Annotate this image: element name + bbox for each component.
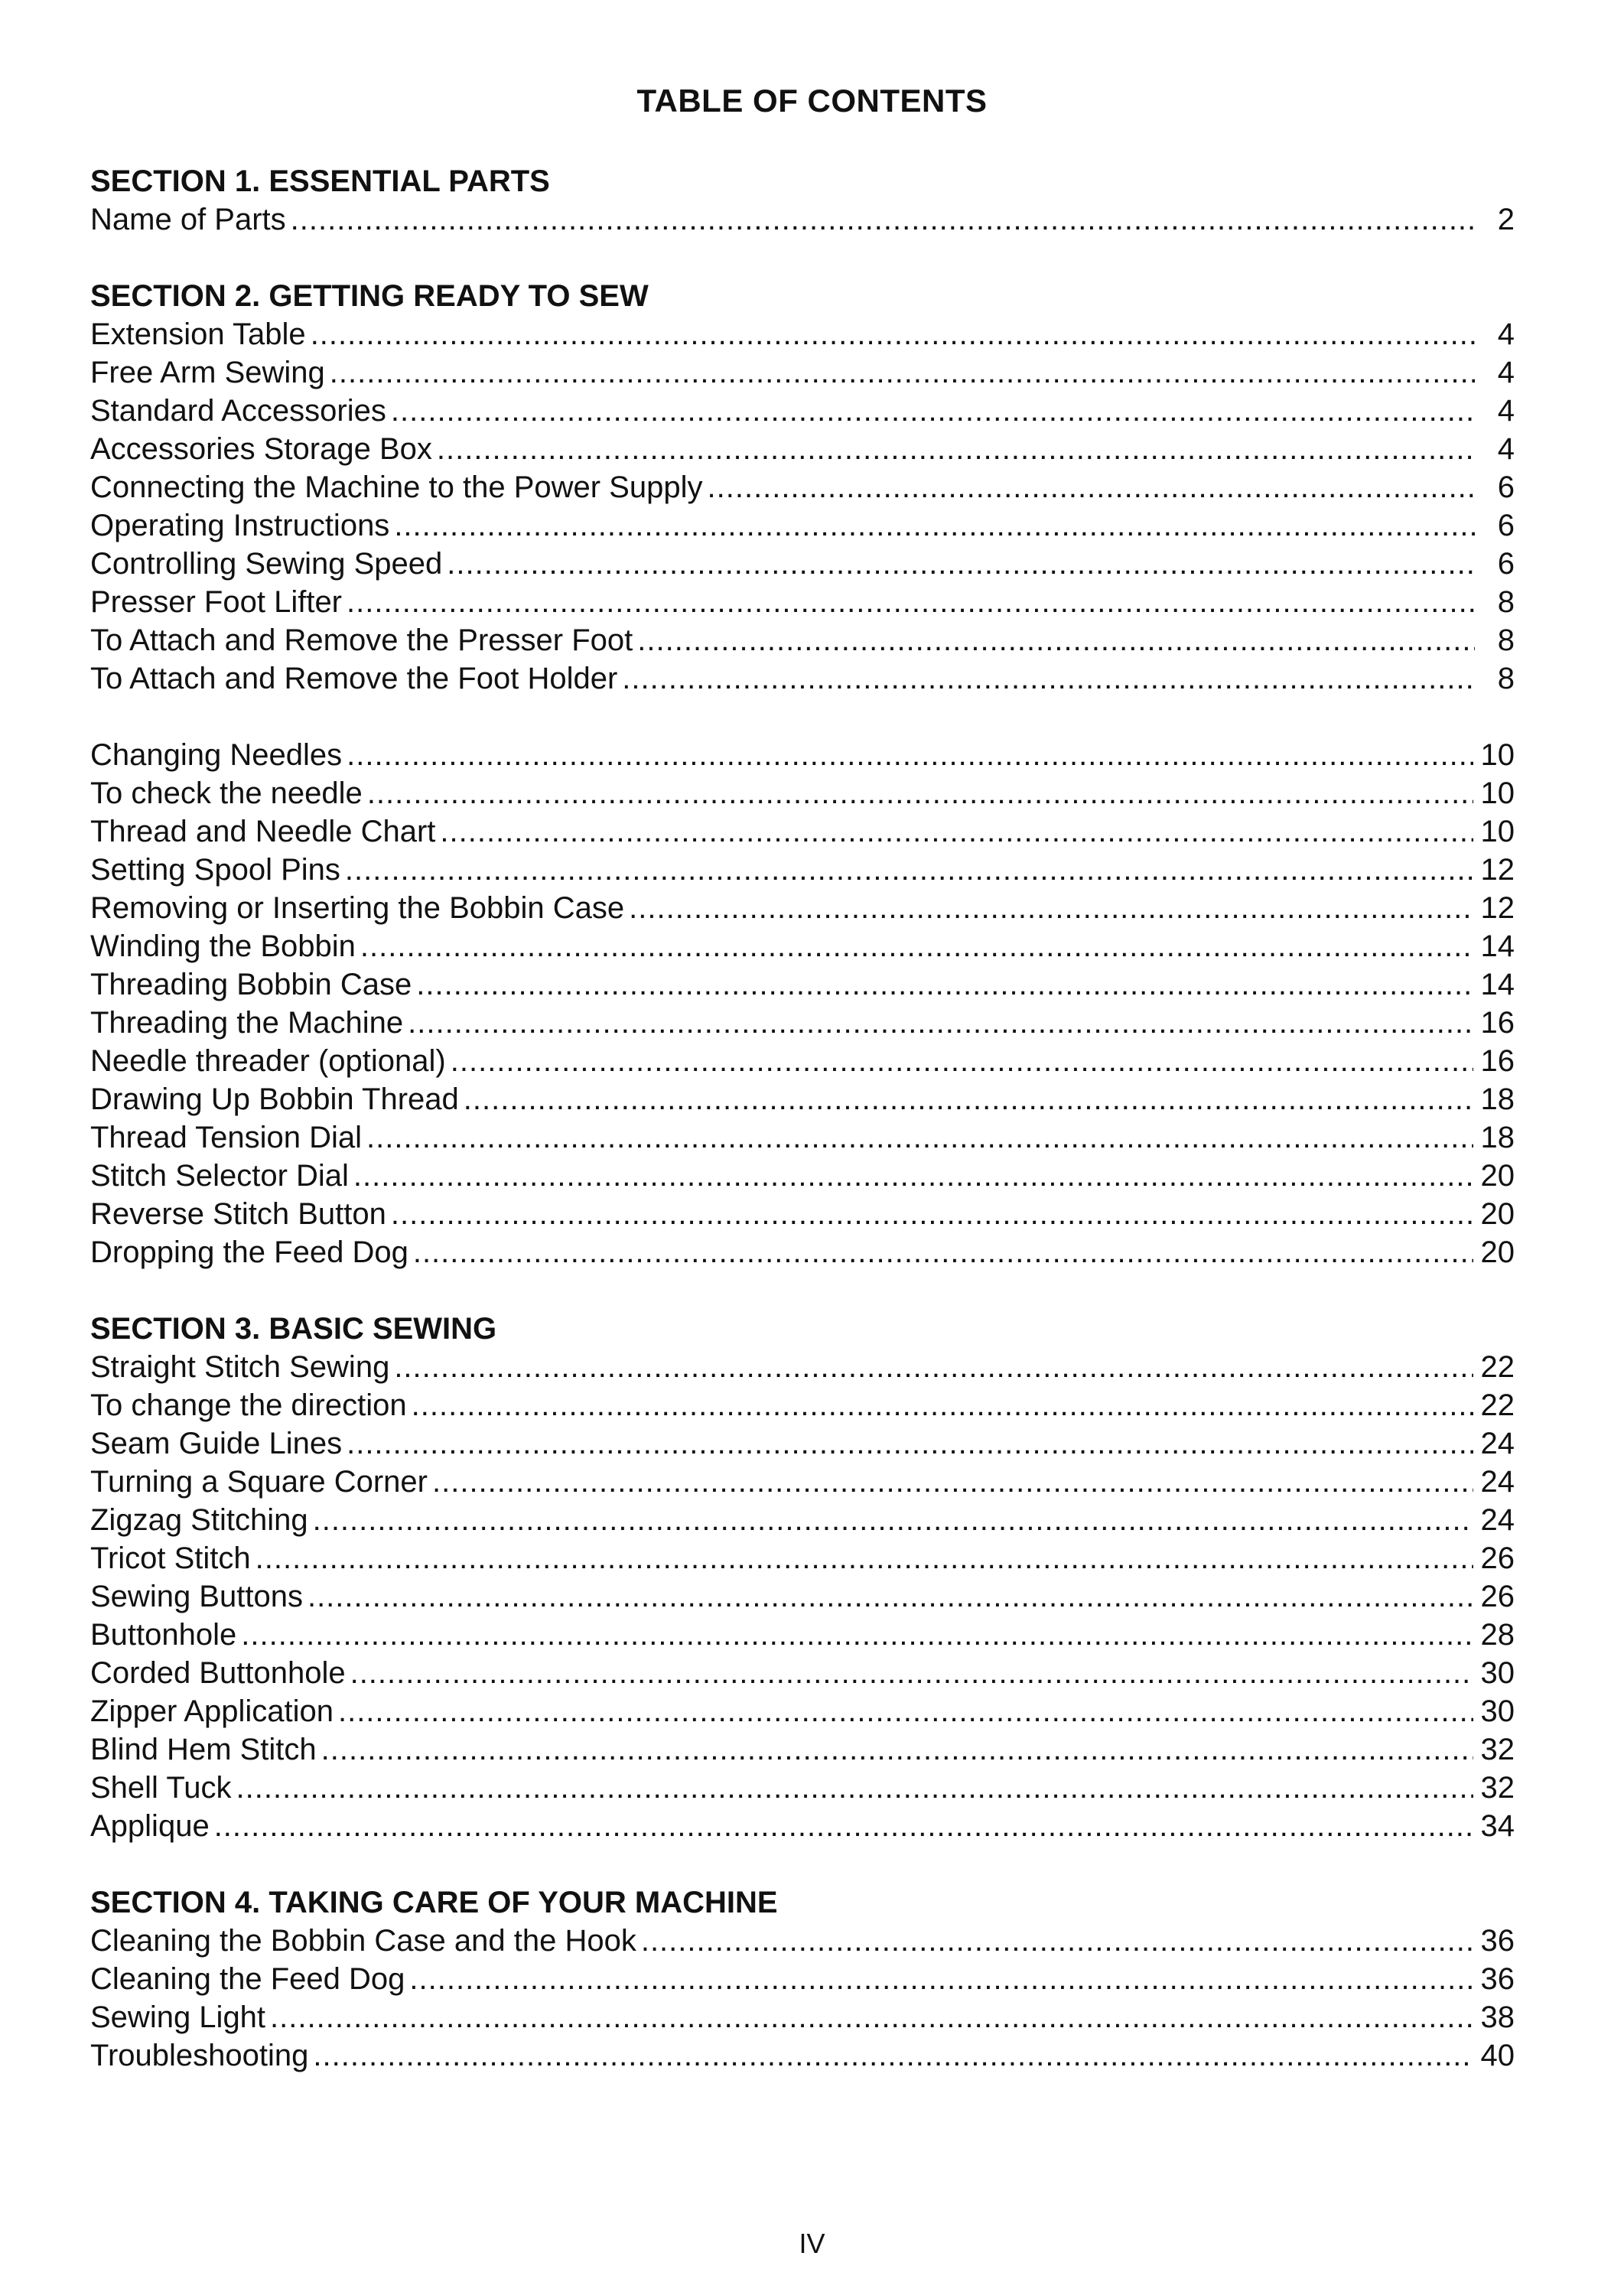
toc-entry-page: 24 — [1480, 1465, 1515, 1499]
toc-entry-title: Reverse Stitch Button — [90, 1197, 386, 1231]
section-heading: SECTION 1. ESSENTIAL PARTS — [90, 164, 550, 198]
toc-entry[interactable] — [90, 965, 1515, 1004]
dot-leader — [308, 1577, 1473, 1616]
toc-entry[interactable] — [90, 812, 1515, 851]
toc-entry-page: 20 — [1480, 1159, 1515, 1193]
section-spacer — [90, 1271, 1515, 1310]
toc-entry-page: 20 — [1480, 1197, 1515, 1231]
toc-entry[interactable] — [90, 1654, 1515, 1692]
toc-entry[interactable] — [90, 1386, 1515, 1424]
toc-entry-page: 16 — [1480, 1006, 1515, 1040]
dot-leader — [255, 1539, 1473, 1577]
dot-leader — [408, 1004, 1473, 1042]
toc-entry-page: 26 — [1480, 1580, 1515, 1613]
toc-entry[interactable] — [90, 1577, 1515, 1616]
toc-entry[interactable] — [90, 1042, 1515, 1080]
dot-leader — [360, 927, 1473, 965]
toc-entry[interactable] — [90, 1539, 1515, 1577]
dot-leader — [416, 965, 1473, 1004]
toc-entry-page: 34 — [1480, 1809, 1515, 1843]
toc-entry-page: 8 — [1497, 585, 1515, 619]
toc-entry-title: Thread Tension Dial — [90, 1121, 363, 1154]
dot-leader — [412, 1386, 1473, 1424]
toc-entry-page: 24 — [1480, 1503, 1515, 1537]
toc-section — [90, 736, 1515, 1271]
toc-entry[interactable] — [90, 1157, 1515, 1195]
toc-entry-title: Zipper Application — [90, 1694, 334, 1728]
dot-leader — [451, 1042, 1473, 1080]
page-number: IV — [799, 2228, 825, 2259]
dot-leader — [622, 659, 1475, 698]
dot-leader — [464, 1080, 1473, 1118]
toc-section — [90, 1310, 1515, 1845]
dot-leader — [241, 1616, 1473, 1654]
section-heading: SECTION 2. GETTING READY TO SEW — [90, 279, 649, 313]
toc-entry-page: 32 — [1480, 1771, 1515, 1805]
toc-section — [90, 162, 1515, 239]
toc-entry[interactable] — [90, 889, 1515, 927]
toc-entry[interactable] — [90, 1616, 1515, 1654]
toc-entry[interactable] — [90, 506, 1515, 545]
toc-entry-title: Connecting the Machine to the Power Supply — [90, 470, 703, 504]
toc-entry[interactable] — [90, 200, 1515, 239]
toc-entry-title: Sewing Light — [90, 2000, 266, 2034]
dot-leader — [629, 889, 1473, 927]
dot-leader — [637, 621, 1475, 659]
toc-entry-title: Cleaning the Feed Dog — [90, 1962, 405, 1996]
toc-entry-page: 32 — [1480, 1733, 1515, 1766]
table-of-contents — [90, 162, 1515, 2075]
dot-leader — [347, 1424, 1473, 1463]
toc-entry-page: 6 — [1497, 470, 1515, 504]
toc-entry-page: 14 — [1480, 968, 1515, 1001]
toc-entry-page: 28 — [1480, 1618, 1515, 1652]
toc-entry-page: 4 — [1497, 432, 1515, 466]
toc-entry[interactable] — [90, 1922, 1515, 1960]
dot-leader — [432, 1463, 1473, 1501]
toc-entry[interactable] — [90, 1501, 1515, 1539]
toc-entry[interactable] — [90, 659, 1515, 698]
toc-entry-page: 2 — [1497, 203, 1515, 236]
dot-leader — [367, 774, 1473, 812]
toc-entry-title: To Attach and Remove the Foot Holder — [90, 662, 618, 695]
toc-entry-title: Turning a Square Corner — [90, 1465, 428, 1499]
section-spacer — [90, 239, 1515, 277]
toc-entry[interactable] — [90, 1233, 1515, 1271]
toc-entry-title: Changing Needles — [90, 738, 343, 772]
toc-entry-title: Threading Bobbin Case — [90, 968, 412, 1001]
toc-entry-title: Needle threader (optional) — [90, 1044, 446, 1078]
toc-entry-title: To Attach and Remove the Presser Foot — [90, 623, 633, 657]
toc-entry-page: 10 — [1480, 738, 1515, 772]
dot-leader — [311, 315, 1475, 353]
toc-entry-page: 8 — [1497, 662, 1515, 695]
toc-entry-title: Free Arm Sewing — [90, 356, 325, 389]
toc-entry-title: To change the direction — [90, 1388, 407, 1422]
toc-entry-page: 30 — [1480, 1694, 1515, 1728]
toc-entry[interactable] — [90, 583, 1515, 621]
toc-section — [90, 277, 1515, 698]
toc-entry-page: 10 — [1480, 776, 1515, 810]
toc-entry[interactable] — [90, 927, 1515, 965]
dot-leader — [350, 1654, 1473, 1692]
toc-entry-page: 24 — [1480, 1427, 1515, 1460]
toc-entry-title: Setting Spool Pins — [90, 853, 340, 887]
toc-entry-page: 18 — [1480, 1082, 1515, 1116]
dot-leader — [413, 1233, 1473, 1271]
toc-entry[interactable] — [90, 2036, 1515, 2075]
toc-entry[interactable] — [90, 1730, 1515, 1769]
toc-entry-page: 36 — [1480, 1924, 1515, 1958]
section-spacer — [90, 698, 1515, 736]
toc-entry[interactable] — [90, 315, 1515, 353]
toc-entry[interactable] — [90, 1004, 1515, 1042]
dot-leader — [409, 1960, 1473, 1998]
toc-entry-title: Dropping the Feed Dog — [90, 1235, 408, 1269]
toc-entry[interactable] — [90, 1463, 1515, 1501]
dot-leader — [270, 1998, 1473, 2036]
section-spacer — [90, 1845, 1515, 1883]
dot-leader — [391, 392, 1475, 430]
toc-entry-page: 16 — [1480, 1044, 1515, 1078]
toc-entry-title: Removing or Inserting the Bobbin Case — [90, 891, 625, 925]
section-heading: SECTION 4. TAKING CARE OF YOUR MACHINE — [90, 1886, 778, 1919]
toc-entry[interactable] — [90, 1195, 1515, 1233]
dot-leader — [330, 353, 1475, 392]
toc-entry-page: 10 — [1480, 815, 1515, 848]
toc-entry-page: 4 — [1497, 356, 1515, 389]
dot-leader — [641, 1922, 1473, 1960]
dot-leader — [394, 506, 1475, 545]
dot-leader — [353, 1157, 1473, 1195]
toc-entry-title: Applique — [90, 1809, 210, 1843]
toc-entry-title: Zigzag Stitching — [90, 1503, 308, 1537]
section-heading: SECTION 3. BASIC SEWING — [90, 1312, 497, 1346]
toc-entry-page: 6 — [1497, 509, 1515, 542]
toc-entry-page: 30 — [1480, 1656, 1515, 1690]
toc-entry-title: Extension Table — [90, 317, 306, 351]
toc-entry-title: Thread and Needle Chart — [90, 815, 436, 848]
toc-entry[interactable] — [90, 774, 1515, 812]
toc-entry-title: Seam Guide Lines — [90, 1427, 343, 1460]
toc-entry-title: Cleaning the Bobbin Case and the Hook — [90, 1924, 636, 1958]
toc-entry-title: Buttonhole — [90, 1618, 237, 1652]
toc-entry[interactable] — [90, 1348, 1515, 1386]
dot-leader — [313, 1501, 1473, 1539]
dot-leader — [347, 583, 1475, 621]
toc-entry-title: Sewing Buttons — [90, 1580, 303, 1613]
toc-entry-page: 26 — [1480, 1541, 1515, 1575]
dot-leader — [366, 1118, 1473, 1157]
toc-entry-page: 6 — [1497, 547, 1515, 581]
toc-entry-page: 14 — [1480, 929, 1515, 963]
toc-entry[interactable] — [90, 1118, 1515, 1157]
dot-leader — [347, 736, 1473, 774]
dot-leader — [291, 200, 1475, 239]
dot-leader — [313, 2036, 1473, 2075]
toc-entry-title: Stitch Selector Dial — [90, 1159, 349, 1193]
dot-leader — [338, 1692, 1473, 1730]
toc-entry[interactable] — [90, 1424, 1515, 1463]
dot-leader — [440, 812, 1473, 851]
toc-entry[interactable] — [90, 545, 1515, 583]
toc-entry[interactable] — [90, 1769, 1515, 1807]
toc-entry-page: 8 — [1497, 623, 1515, 657]
dot-leader — [394, 1348, 1473, 1386]
dot-leader — [437, 430, 1475, 468]
toc-entry-page: 22 — [1480, 1350, 1515, 1384]
toc-entry-page: 40 — [1480, 2039, 1515, 2072]
toc-entry[interactable] — [90, 1998, 1515, 2036]
dot-leader — [321, 1730, 1473, 1769]
toc-entry-title: Corded Buttonhole — [90, 1656, 346, 1690]
toc-entry[interactable] — [90, 353, 1515, 392]
toc-entry[interactable] — [90, 430, 1515, 468]
dot-leader — [214, 1807, 1473, 1845]
toc-entry-title: Tricot Stitch — [90, 1541, 251, 1575]
toc-section — [90, 1883, 1515, 2075]
toc-entry[interactable] — [90, 468, 1515, 506]
toc-entry-page: 12 — [1480, 853, 1515, 887]
toc-entry-title: Controlling Sewing Speed — [90, 547, 443, 581]
dot-leader — [391, 1195, 1473, 1233]
dot-leader — [447, 545, 1475, 583]
toc-entry[interactable] — [90, 621, 1515, 659]
toc-entry-title: Accessories Storage Box — [90, 432, 432, 466]
toc-entry-title: Shell Tuck — [90, 1771, 232, 1805]
toc-entry-page: 20 — [1480, 1235, 1515, 1269]
toc-entry[interactable] — [90, 1692, 1515, 1730]
dot-leader — [236, 1769, 1473, 1807]
toc-entry-title: Straight Stitch Sewing — [90, 1350, 390, 1384]
toc-entry-page: 22 — [1480, 1388, 1515, 1422]
toc-entry[interactable] — [90, 1960, 1515, 1998]
toc-entry-page: 4 — [1497, 317, 1515, 351]
toc-entry-title: Troubleshooting — [90, 2039, 309, 2072]
page-title: TABLE OF CONTENTS — [636, 83, 988, 119]
toc-entry[interactable] — [90, 1080, 1515, 1118]
toc-entry-page: 12 — [1480, 891, 1515, 925]
toc-entry-title: Threading the Machine — [90, 1006, 404, 1040]
toc-entry[interactable] — [90, 1807, 1515, 1845]
toc-entry-title: Name of Parts — [90, 203, 286, 236]
toc-entry-title: Presser Foot Lifter — [90, 585, 343, 619]
toc-entry[interactable] — [90, 392, 1515, 430]
toc-entry-title: Standard Accessories — [90, 394, 386, 428]
toc-entry-title: Winding the Bobbin — [90, 929, 356, 963]
toc-entry-page: 38 — [1480, 2000, 1515, 2034]
toc-entry-page: 36 — [1480, 1962, 1515, 1996]
toc-entry-title: Drawing Up Bobbin Thread — [90, 1082, 459, 1116]
dot-leader — [708, 468, 1476, 506]
toc-entry-page: 18 — [1480, 1121, 1515, 1154]
toc-entry-title: To check the needle — [90, 776, 363, 810]
dot-leader — [345, 851, 1473, 889]
toc-entry-title: Blind Hem Stitch — [90, 1733, 317, 1766]
toc-entry-page: 4 — [1497, 394, 1515, 428]
toc-entry[interactable] — [90, 736, 1515, 774]
toc-entry[interactable] — [90, 851, 1515, 889]
toc-entry-title: Operating Instructions — [90, 509, 390, 542]
